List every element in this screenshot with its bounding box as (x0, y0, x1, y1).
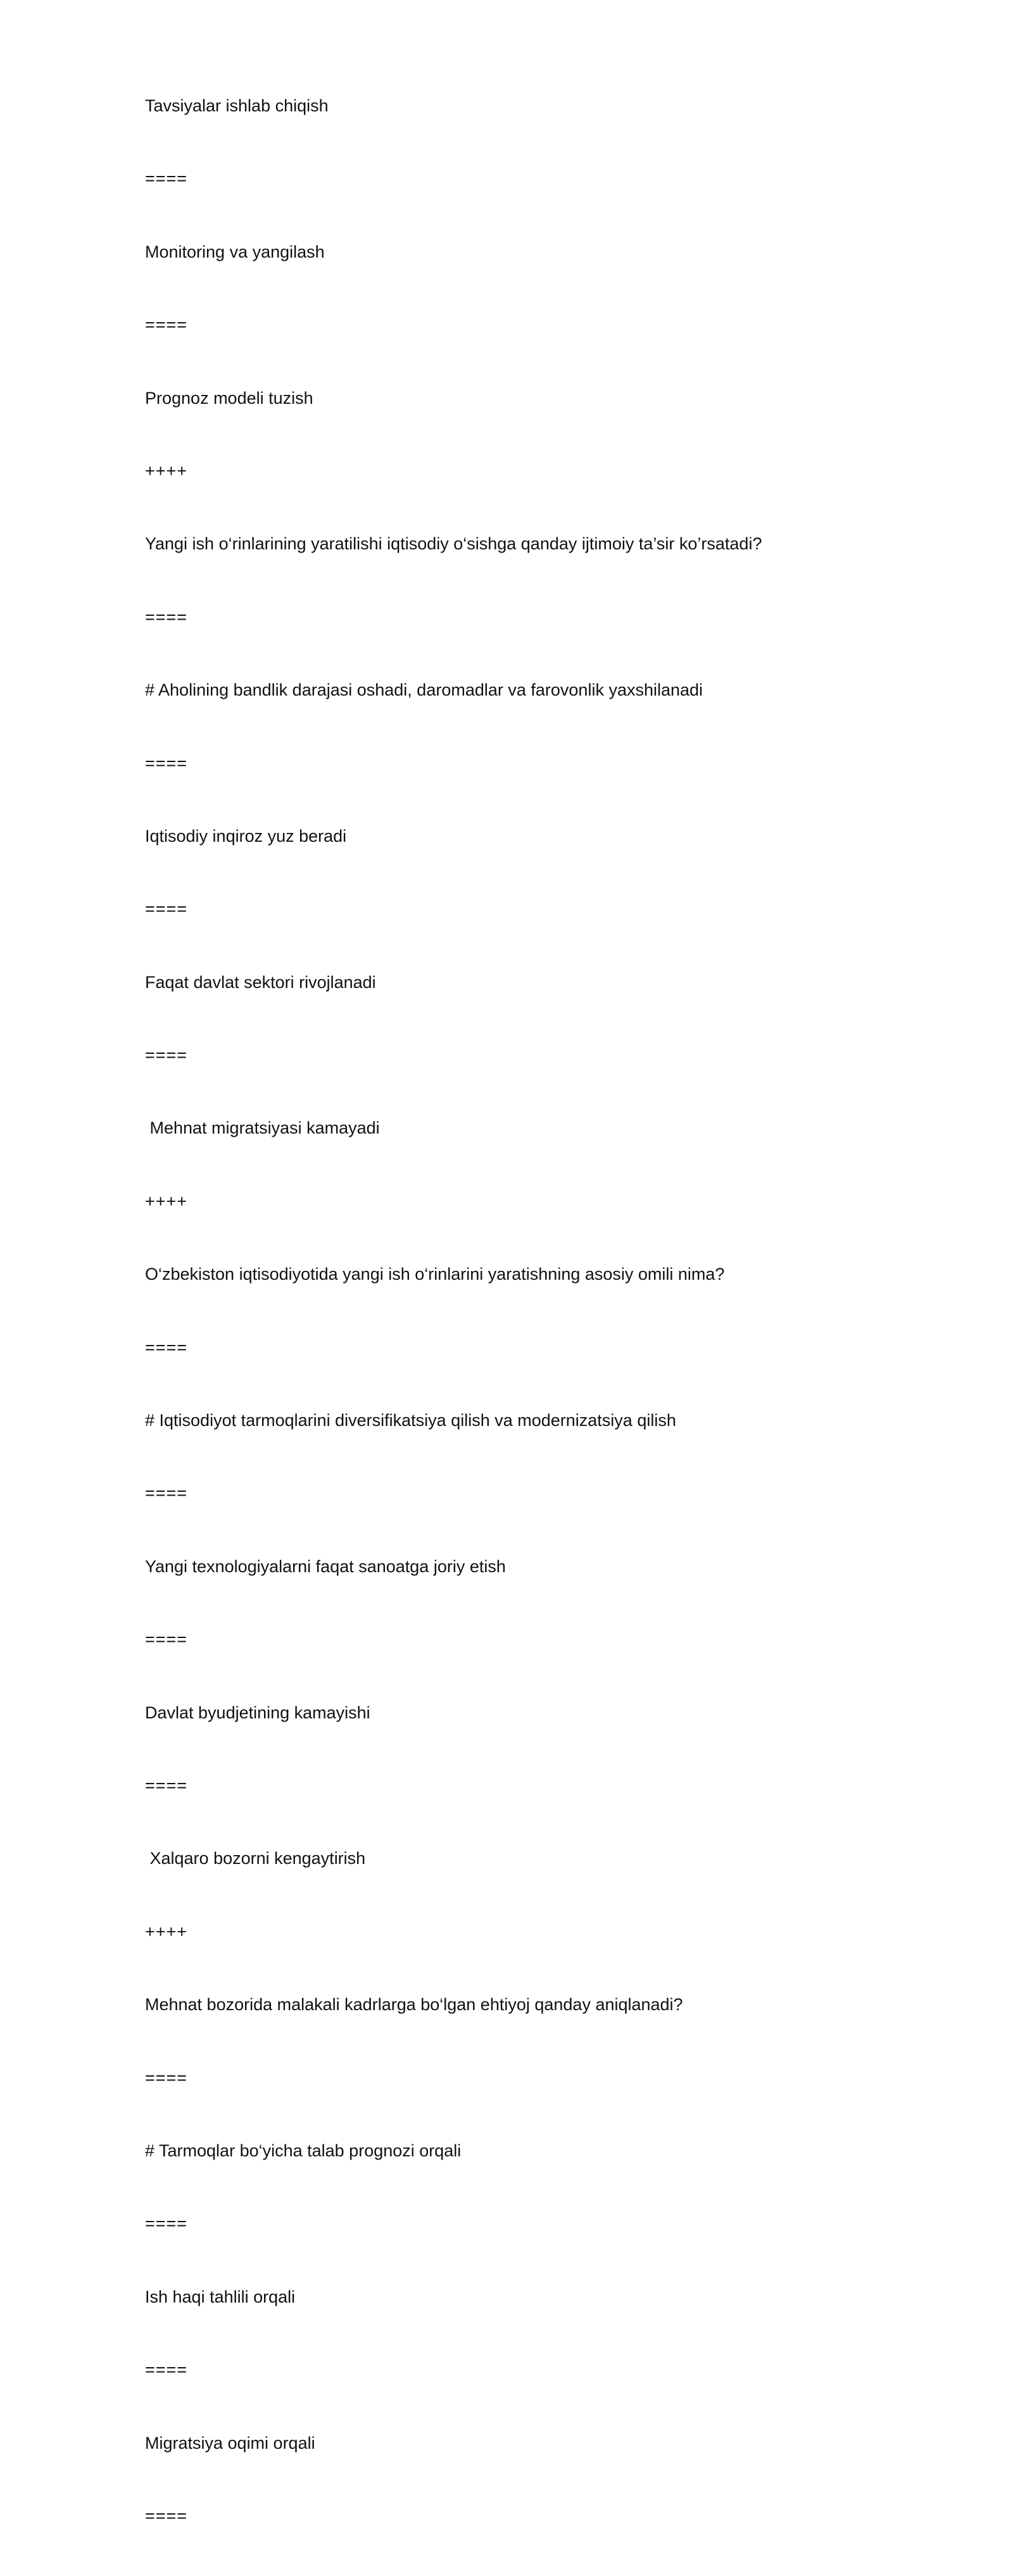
answer-option: Iqtisodiy inqiroz yuz beradi (145, 826, 347, 846)
document-body (145, 93, 905, 2576)
correct-answer: # Aholining bandlik darajasi oshadi, daromadlar va farovonlik yaxshilanadi (145, 680, 703, 700)
answer-option: Davlat byudjetining kamayishi (145, 1703, 370, 1722)
question-marker: ++++ (145, 1191, 188, 1211)
separator-line: ==== (145, 1775, 188, 1795)
answer-option: Xalqaro bozorni kengaytirish (145, 1849, 366, 1868)
separator-line: ==== (145, 607, 188, 627)
answer-option: Migratsiya oqimi orqali (145, 2433, 315, 2453)
separator-line: ==== (145, 169, 188, 189)
question-text: O‘zbekiston iqtisodiyotida yangi ish o‘rinlarini yaratishning asosiy omili nima? (145, 1265, 725, 1284)
separator-line: ==== (145, 753, 188, 773)
separator-line: ==== (145, 899, 188, 919)
question-text: Mehnat bozorida malakali kadrlarga bo‘lgan ehtiyoj qanday aniqlanadi? (145, 1995, 683, 2015)
separator-line: ==== (145, 1484, 188, 1503)
separator-line: ==== (145, 2506, 188, 2525)
separator-line: ==== (145, 1337, 188, 1357)
correct-answer: # Iqtisodiyot tarmoqlarini diversifikatsiya qilish va modernizatsiya qilish (145, 1411, 676, 1430)
question-marker: ++++ (145, 461, 188, 480)
answer-option: Faqat davlat sektori rivojlanadi (145, 972, 376, 992)
question-marker: ++++ (145, 1922, 188, 1941)
answer-option: Ish haqi tahlili orqali (145, 2287, 296, 2306)
answer-option: Mehnat migratsiyasi kamayadi (145, 1118, 380, 1138)
question-text: Yangi ish o‘rinlarining yaratilishi iqtisodiy o‘sishga qanday ijtimoiy ta’sir ko’rsatadi? (145, 534, 762, 554)
separator-line: ==== (145, 2214, 188, 2234)
separator-line: ==== (145, 1046, 188, 1065)
text-line: Tavsiyalar ishlab chiqish (145, 96, 329, 115)
answer-option: Yangi texnologiyalarni faqat sanoatga joriy etish (145, 1556, 506, 1576)
separator-line: ==== (145, 315, 188, 335)
separator-line: ==== (145, 2068, 188, 2087)
separator-line: ==== (145, 1630, 188, 1649)
text-line: Monitoring va yangilash (145, 242, 325, 261)
text-line: Prognoz modeli tuzish (145, 388, 313, 408)
correct-answer: # Tarmoqlar bo‘yicha talab prognozi orqali (145, 2141, 462, 2160)
separator-line: ==== (145, 2360, 188, 2380)
